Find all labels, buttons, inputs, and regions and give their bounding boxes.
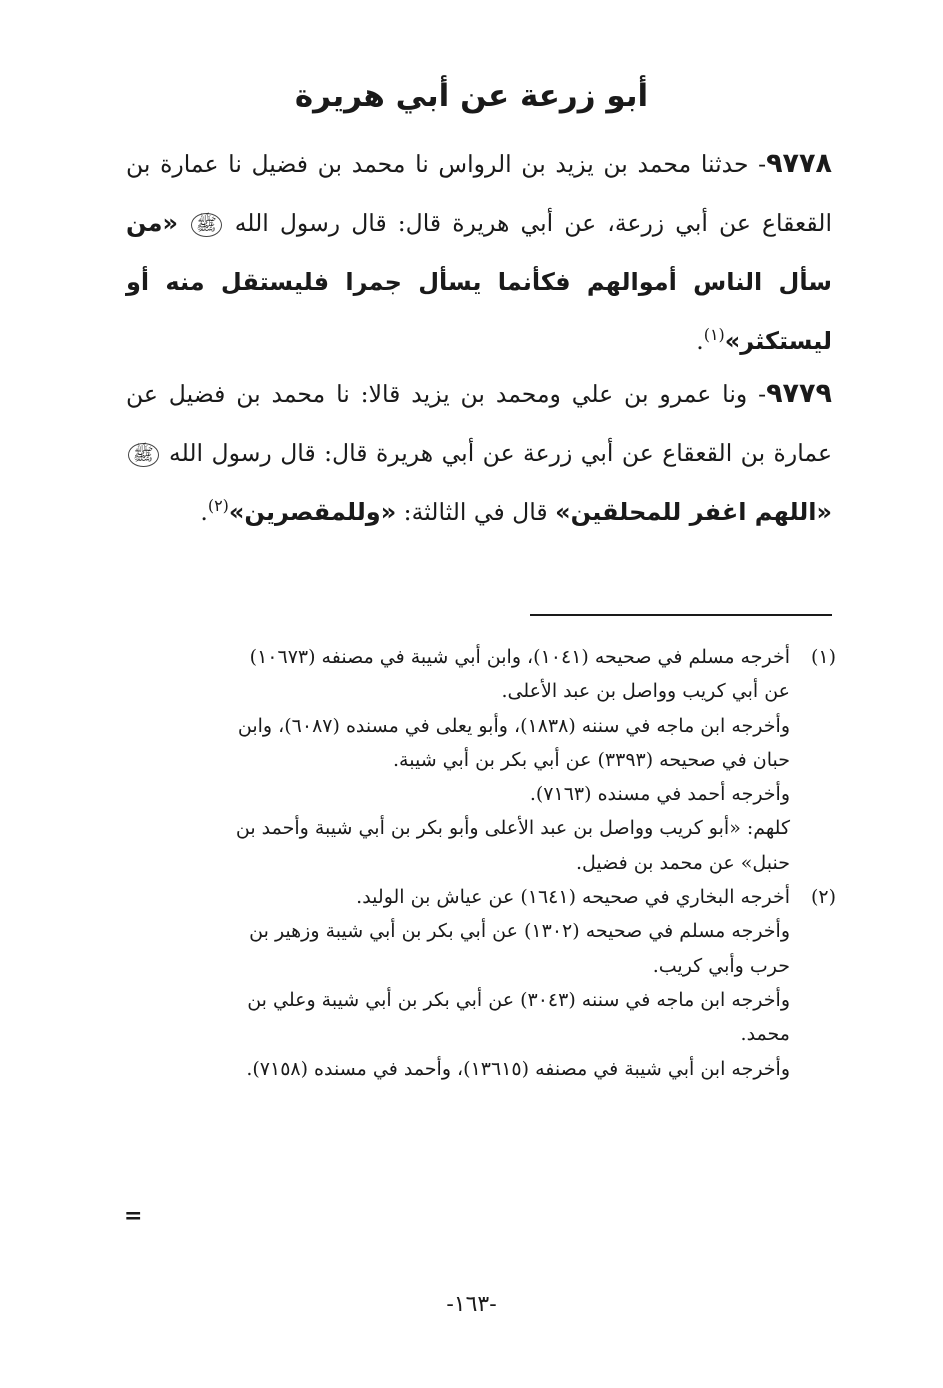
sentence-end: . — [200, 498, 208, 526]
hadith-isnad: - ونا عمرو بن علي ومحمد بن يزيد قالا: نا محمد بن فضيل عن عمارة بن القعقاع عن أبي زرعة عن أبي هريرة قال: قال رسول الله — [126, 380, 832, 467]
hadith-matn: «من سأل الناس أموالهم فكأنما يسأل جمرا فليستقل منه أو ليستكثر» — [126, 209, 832, 355]
footnote-ref: (٢) — [207, 496, 229, 516]
footnote-marker: (٢) — [810, 886, 836, 909]
footnote-line: محمد. — [740, 1023, 790, 1046]
salawat-icon: ﷺ — [128, 443, 159, 467]
footnote-ref: (١) — [703, 325, 725, 345]
chapter-title: أبو زرعة عن أبي هريرة — [294, 78, 649, 114]
footnote-line: كلهم: «أبو كريب وواصل بن عبد الأعلى وأبو بكر بن أبي شيبة وأحمد بن — [235, 817, 790, 840]
footnote-line: وأخرجه أحمد في مسنده (٧١٦٣). — [529, 783, 790, 806]
footnote-line: وأخرجه ابن أبي شيبة في مصنفه (١٣٦١٥)، وأحمد في مسنده (٧١٥٨). — [246, 1057, 790, 1080]
continuation-mark: = — [124, 1203, 143, 1229]
footnote-line: عن أبي كريب وواصل بن عبد الأعلى. — [501, 680, 790, 703]
hadith-9779 — [126, 364, 832, 542]
sentence-end: . — [696, 327, 704, 355]
footnotes — [126, 640, 836, 1086]
footnote-line: وأخرجه ابن ماجه في سننه (٣٠٤٣) عن أبي بكر بن أبي شيبة وعلي بن — [247, 988, 790, 1011]
footnote-line: (٢)أخرجه البخاري في صحيحه (١٦٤١) عن عياش بن الوليد. — [126, 880, 836, 914]
footnote-line: حنبل» عن محمد بن فضيل. — [575, 851, 790, 874]
hadith-narration-middle: قال في الثالثة: — [396, 498, 556, 526]
hadith-number: ٩٧٧٩ — [766, 378, 832, 409]
page-number: -١٦٣- — [446, 1292, 497, 1317]
salawat-icon: ﷺ — [191, 213, 222, 237]
footnote-line: حبان في صحيحه (٣٣٩٣) عن أبي بكر بن أبي شيبة. — [393, 748, 790, 771]
hadith-isnad: - حدثنا محمد بن يزيد بن الرواس نا محمد بن فضيل نا عمارة بن القعقاع عن أبي زرعة، عن أبي هريرة قال: قال رسول الله — [126, 150, 832, 237]
footnote-line: وأخرجه ابن ماجه في سننه (١٨٣٨)، وأبو يعلى في مسنده (٦٠٨٧)، وابن — [237, 714, 790, 737]
footnote-line: (١)أخرجه مسلم في صحيحه (١٠٤١)، وابن أبي شيبة في مصنفه (١٠٦٧٣) — [126, 640, 836, 674]
footnote-marker: (١) — [810, 646, 836, 668]
footnote-line: حرب وأبي كريب. — [652, 954, 790, 977]
hadith-number: ٩٧٧٨ — [766, 148, 832, 179]
footnote-separator — [530, 614, 832, 616]
footnote-line: وأخرجه مسلم في صحيحه (١٣٠٢) عن أبي بكر بن أبي شيبة وزهير بن — [249, 920, 790, 943]
hadith-matn-2: «وللمقصرين» — [228, 498, 397, 526]
hadith-9778 — [126, 134, 832, 371]
hadith-matn: «اللهم اغفر للمحلقين» — [555, 498, 832, 526]
